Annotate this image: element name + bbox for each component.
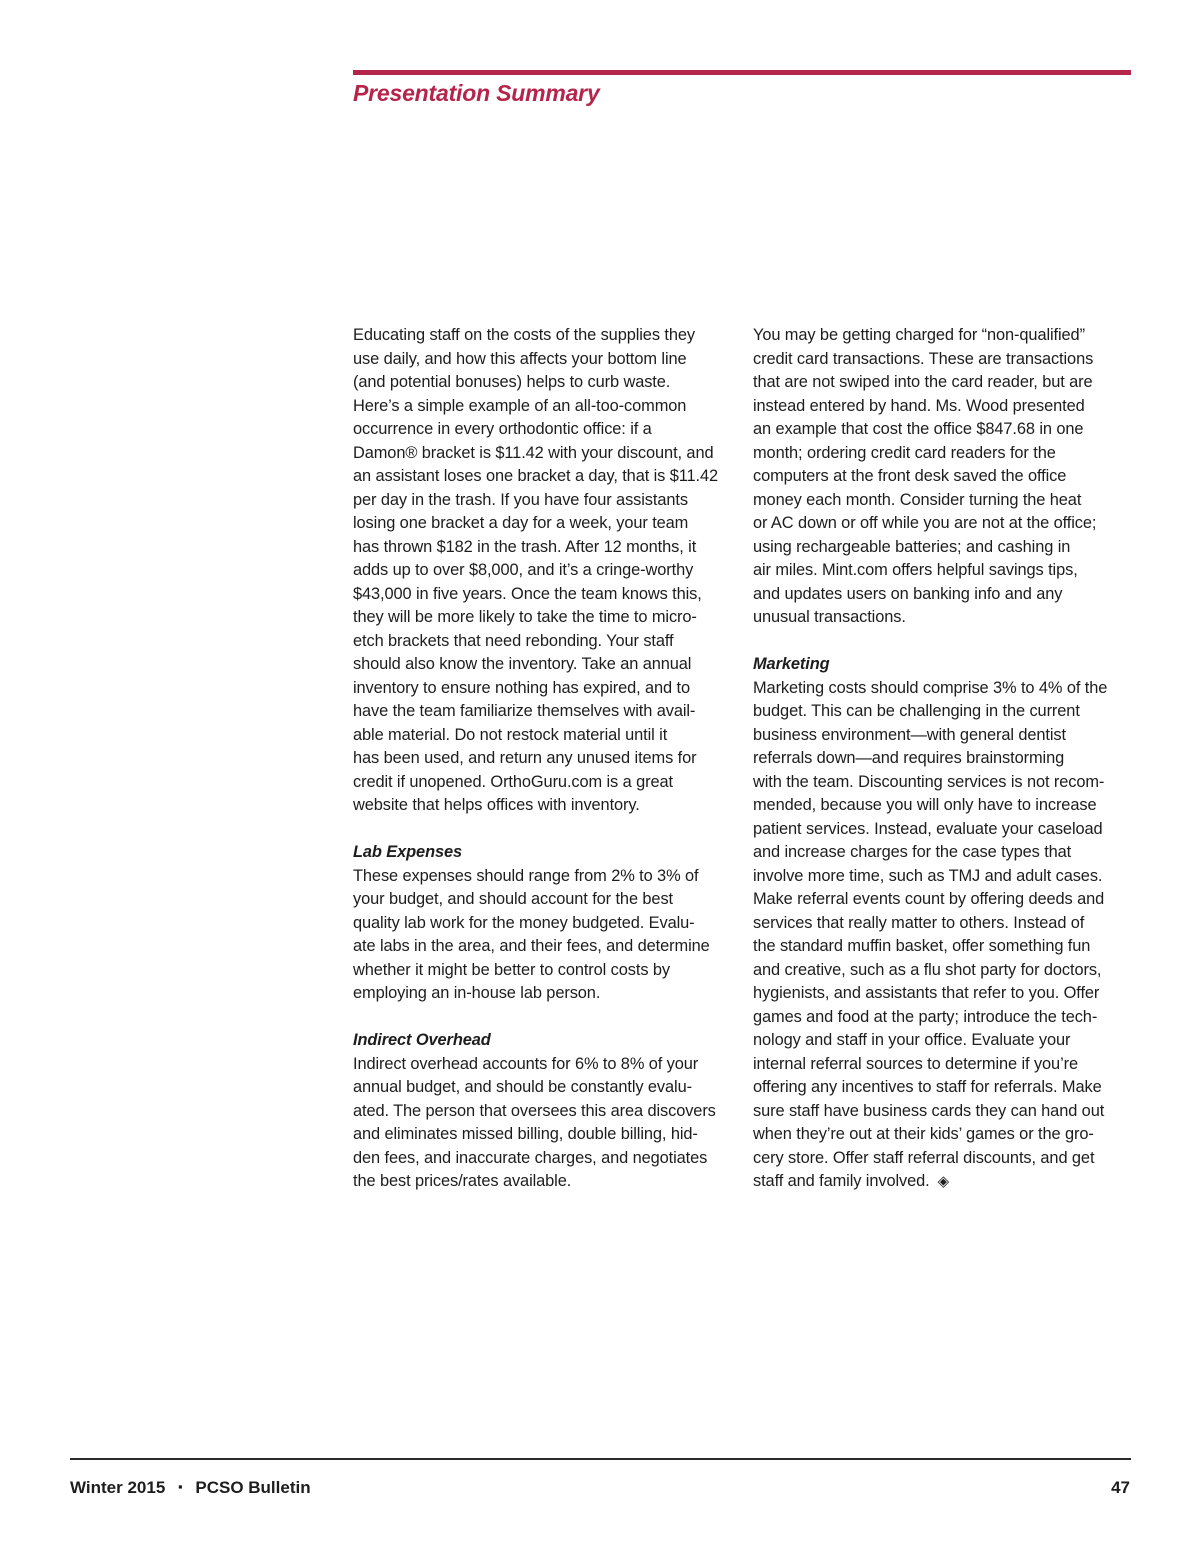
- lab-expenses-heading: Lab Expenses: [353, 843, 463, 861]
- footer-publication: PCSO Bulletin: [195, 1478, 311, 1497]
- footer-separator-icon: ▪: [178, 1479, 183, 1494]
- footer-issue-line: [70, 1478, 311, 1498]
- page-number: 47: [1111, 1478, 1130, 1497]
- left-column: [353, 324, 729, 1217]
- marketing-paragraph-text: Marketing costs should comprise 3% to 4% of the budget. This can be challenging in the current business environment—with general dentist referrals down—and requires brainstorming with the team. Discounting services is not recom- mended, because you will only have to increase patient services. Instead, evaluate your caseload and increase charges for the case types that involve more time, such as TMJ and adult cases. Make referral events count by offering deeds and services that really matter to others. Instead of the standard muffin basket, offer something fun and creative, such as a flu shot party for doctors, hygienists, and assistants that refer to you. Offer games and food at the party; introduce the tech- nology and staff in your office. Evaluate your internal referral sources to determine if you’re offering any incentives to staff for referrals. Make sure staff have business cards they can hand out when they’re out at their kids’ games or the gro- cery store. Offer staff referral discounts, and get staff and family involved.: [753, 678, 1108, 1190]
- section-title: Presentation Summary: [353, 80, 600, 106]
- lab-expenses-paragraph: These expenses should range from 2% to 3% of your budget, and should account for the best quality lab work for the money budgeted. Evalu- ate labs in the area, and their fees, and determine whether it might be better to control costs by employing an in-house lab person.: [353, 866, 710, 1002]
- section-header-rule: [353, 70, 1131, 75]
- marketing-paragraph: [753, 677, 1129, 1194]
- intro-paragraph: Educating staff on the costs of the supplies they use daily, and how this affects your bottom line (and potential bonuses) helps to curb waste. Here’s a simple example of an all-too-common occurrence in every orthodontic office: if a Damon® bracket is $11.42 with your discount, and an assistant loses one bracket a day, that is $11.42 per day in the trash. If you have four assistants losing one bracket a day for a week, your team has thrown $182 in the trash. After 12 months, it adds up to over $8,000, and it’s a cringe-worthy $43,000 in five years. Once the team knows this, they will be more likely to take the time to micro- etch brackets that need rebonding. Your staff should also know the inventory. Take an annual inventory to ensure nothing has expired, and to have the team familiarize themselves with avail- able material. Do not restock material until it has been used, and return any unused items for credit if unopened. OrthoGuru.com is a great website that helps offices with inventory.: [353, 326, 719, 814]
- end-of-article-icon: ◈: [937, 1173, 950, 1190]
- indirect-overhead-heading: Indirect Overhead: [353, 1031, 491, 1049]
- credit-card-paragraph: You may be getting charged for “non-qualified” credit card transactions. These are transactions that are not swiped into the card reader, but are instead entered by hand. Ms. Wood presented an example that cost the office $847.68 in one month; ordering credit card readers for the computers at the front desk saved the office money each month. Consider turning the heat or AC down or off while you are not at the office; using rechargeable batteries; and cashing in air miles. Mint.com offers helpful savings tips, and updates users on banking info and any unusual transactions.: [753, 326, 1097, 626]
- right-column: [753, 324, 1129, 1217]
- footer-issue: Winter 2015: [70, 1478, 166, 1497]
- indirect-overhead-paragraph: Indirect overhead accounts for 6% to 8% of your annual budget, and should be constantly evalu- ated. The person that oversees this area discovers and eliminates missed billing, double billing, hid- den fees, and inaccurate charges, and negotiates the best prices/rates available.: [353, 1054, 716, 1190]
- marketing-heading: Marketing: [753, 655, 830, 673]
- footer-rule: [70, 1458, 1131, 1460]
